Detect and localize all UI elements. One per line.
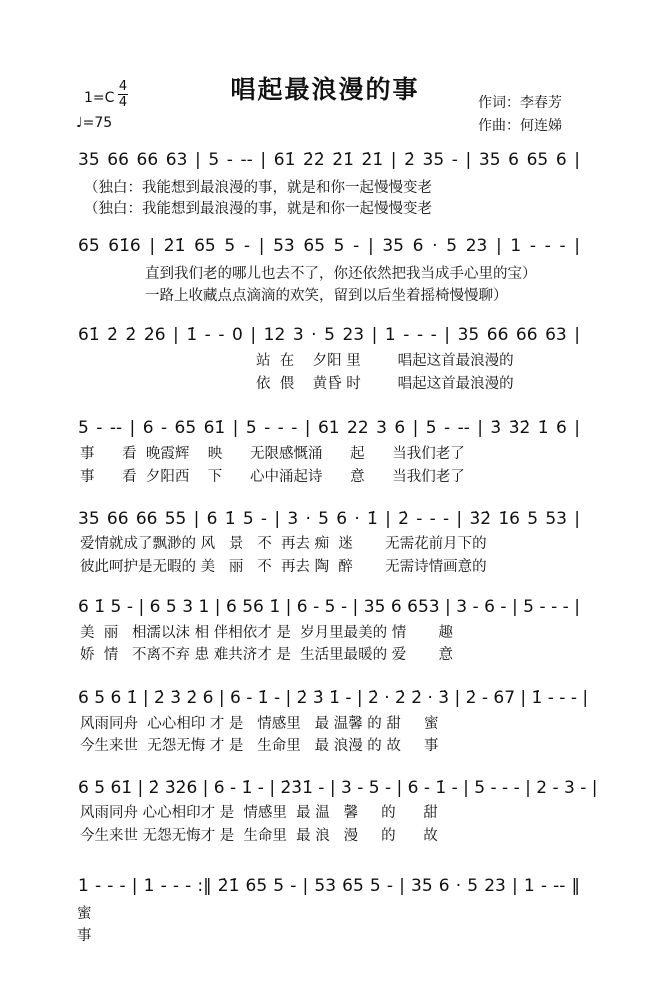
lyric-line: 依 偎 黄昏 时 唱起这首最浪漫的: [256, 376, 514, 392]
lyric-line: 事 看 夕阳西 下 心中涌起诗 意 当我们老了: [80, 469, 465, 485]
notation-line: 61̇ 2̇ 2̇ 2̇6 | 1̇ - - 0 | 12 3 · 5 23 | 1 - - - | 35 66 66 63 |: [78, 325, 580, 345]
lyric-line: 风雨同舟 心心相印才 是 情感里 最 温 馨 的 甜: [80, 805, 438, 821]
lyric-line: 事: [77, 928, 92, 944]
notation-line: 6 1̇ 5 - | 6 5 3 1 | 6 56 1̇ | 6 - 5 - | 35 6 653 | 3 - 6 - | 5 - - - |: [78, 597, 580, 617]
song-title: 唱起最浪漫的事: [230, 75, 420, 104]
notation-line: 35 66 66 55 | 6 1̇ 5 - | 3 · 5 6 · 1̇ | 2̇ - - - | 3̇2̇ 1̇6 5 53 |: [78, 509, 580, 529]
time-signature: [118, 79, 128, 110]
lyric-line: （独白：我能想到最浪漫的事，就是和你一起慢慢变老: [84, 201, 432, 217]
lyric-line: （独白：我能想到最浪漫的事，就是和你一起慢慢变老: [84, 180, 432, 196]
time-bottom: 4: [118, 95, 128, 110]
lyric-line: 爱情就成了飘渺的 风 景 不 再去 痴 迷 无需花前月下的: [80, 536, 487, 552]
lyric-line: 今生来世 无怨无悔 才 是 生命里 最 浪漫 的 故 事: [80, 738, 439, 754]
lyricist: 作词：李春芳: [478, 95, 562, 111]
lyric-line: 站 在 夕阳 里 唱起这首最浪漫的: [256, 353, 514, 369]
notation-line: 1 - - - | 1 - - - :‖ 2̇1̇ 65 5 - | 53 65 5 - | 35 6 · 5 23 | 1 - -- ‖: [78, 876, 580, 896]
key-signature: 1=C: [84, 90, 115, 106]
notation-line: 6 5 61̇ | 2̇ 3̇2̇6 | 6 - 1̇ - | 2̇3̇1̇ - | 3 - 5 - | 6 - 1̇ - | 5 - - - | 2 - 3 - |: [78, 778, 598, 798]
lyric-line: 蜜: [77, 906, 92, 922]
lyric-line: 风雨同舟 心心相印 才 是 情感里 最 温馨 的 甜 蜜: [80, 716, 439, 732]
lyric-line: 今生来世 无怨无悔才 是 生命里 最 浪 漫 的 故: [80, 828, 438, 844]
lyric-line: 彼此呵护是无暇的 美 丽 不 再去 陶 醉 无需诗情画意的: [80, 559, 487, 575]
notation-line: 6 5 6 1̇ | 2̇ 3̇ 2̇ 6 | 6 - 1̇ - | 2̇ 3̇ 1̇ - | 2̇ · 2̇ 2̇ · 3̇ | 2̇ - 67 | 1̇ - - - |: [78, 688, 589, 708]
lyric-line: 美 丽 相濡以沫 相 伴相依才 是 岁月里最美的 情 趣: [80, 625, 453, 641]
lyric-line: 一路上收藏点点滴滴的欢笑，留到以后坐着摇椅慢慢聊）: [145, 288, 508, 304]
lyric-line: 娇 情 不离不弃 患 难共济才 是 生活里最暖的 爱 意: [80, 647, 453, 663]
lyric-line: 事 看 晚霞辉 映 无限感慨涌 起 当我们老了: [80, 446, 465, 462]
composer: 作曲：何连娣: [478, 118, 562, 134]
notation-line: 65 61̇6 | 2̇1̇ 65 5 - | 53 65 5 - | 35 6 · 5 23 | 1 - - - |: [78, 236, 580, 256]
lyric-line: 直到我们老的哪儿也去不了，你还依然把我当成手心里的宝）: [145, 266, 537, 282]
tempo-marking: ♩=75: [76, 115, 113, 131]
time-top: 4: [118, 79, 128, 94]
notation-line: 35 66 66 63 | 5 - -- | 61̇ 2̇2̇ 2̇1̇ 2̇1̇ | 2̇ 35 - | 35 6 65 6 |: [78, 150, 580, 170]
notation-line: 5 - -- | 6 - 65 61̇ | 5 - - - | 61 22 3 6 | 5 - -- | 3̇ 3̇2̇ 1̇ 6 |: [78, 418, 580, 438]
